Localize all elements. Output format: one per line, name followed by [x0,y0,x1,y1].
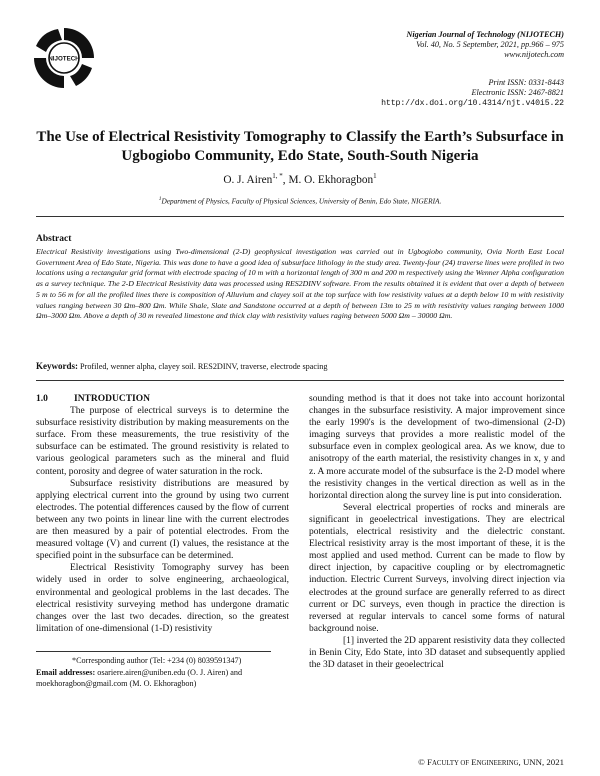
affiliation [20,196,580,205]
author-2: M. O. Ekhoragbon [288,173,374,186]
email-text: osariere.airen@uniben.edu (O. J. Airen) and moekhoragbon@gmail.com (M. O. Ekhoragbon) [36,668,243,688]
print-issn: Print ISSN: 0331-8443 [488,78,564,87]
section-title: INTRODUCTION [74,394,151,404]
right-paragraph: Several electrical properties of rocks and minerals are significant in geoelectrical investigations. They are electrical potentials, electrical resistivity and the dielectric constant. Electrical resistivity array is the most important of these, it is the most applied and used method. Current can be made to flow by direct injection, by capacitive coupling or by electromagnetic induction. Electric Current Surveys, involving direct injection via electrodes at the ground surface are generally referred to as direct current or DC surveys, even though in practice the direction is reversed at regular intervals to cancel some forms of natural background noise. [309,502,565,634]
journal-info [406,30,564,61]
left-paragraph: The purpose of electrical surveys is to determine the subsurface resistivity distribution by making measurements on the surface. From these measurements, the true resistivity of the subsurface can be estimated. The ground resistivity is related to various geological parameters such as the mineral and fluid content, porosity and degree of water saturation in the rock. [36,406,289,477]
abstract-heading: Abstract [36,234,72,244]
author-2-sup: 1 [373,172,377,180]
email-label: Email addresses: [36,668,96,677]
faculty-initial: F [427,757,432,767]
issn-info [472,78,564,98]
footnote-rule [36,651,271,652]
copyright-icon: © [418,757,425,767]
keywords-text: Profiled, wenner alpha, clayey soil. RES2DINV, traverse, electrode spacing [80,362,328,371]
divider-abstract [36,380,564,381]
journal-website[interactable]: www.nijotech.com [504,50,564,60]
logo-text: NIJOTECH [48,55,80,63]
doi-link[interactable]: http://dx.doi.org/10.4314/njt.v40i5.22 [381,99,564,108]
section-heading [36,393,289,405]
author-1: O. J. Airen [223,173,273,186]
left-paragraph: Electrical Resistivity Tomography survey has been widely used in order to solve engineering, archaeological, environmental and geological problems in the last decades. The electrical resistivity surveying method has undergone dramatic changes over the last two decades. direction, so the greatest limitation of one-dimensional (1-D) resistivity [36,563,289,634]
journal-name: Nigerian Journal of Technology (NIJOTECH) [406,30,564,39]
affiliation-text: Department of Physics, Faculty of Physical Sciences, University of Benin, Edo State, NIGERIA. [161,196,442,206]
engineering-initial: E [471,757,477,767]
author-1-sup: 1, * [272,172,283,180]
engineering-rest: NGINEERING [476,760,519,767]
corresponding-author: *Corresponding author (Tel: +234 (0) 8039591347) [72,656,242,665]
left-paragraph: Subsurface resistivity distributions are measured by applying electrical current into the ground by using two current electrodes. The potential differences caused by the flow of current between any two points in linear line with the current electrodes are then measured by a pair of potential electrodes. From the measured voltage (V) and current (I) values, the resistance at the specified point in the subsurface can be determined. [36,478,289,562]
keywords [36,361,564,371]
authors-line [20,172,580,186]
right-paragraph: [1] inverted the 2D apparent resistivity data they collected in Benin City, Edo State, into 3D dataset and subsequently applied the 3D dataset in their geoelectrical [309,635,565,671]
copyright-footer [418,757,564,767]
left-column [36,393,289,635]
section-number: 1.0 [36,394,48,404]
volume-line: Vol. 40, No. 5 September, 2021, pp.966 – 975 [416,40,564,50]
email-addresses [36,668,291,689]
abstract-body: Electrical Resistivity investigations using Two-dimensional (2-D) geophysical investigation was carried out in Ugbogiobo community, Ovia North East Local Government Area of Edo State, Nigeria. This was done to have a good idea of subsurface lithology in the study area. Twenty-four (24) traverse lines were profiled in two locations using a rectangular grid format with electrode spacing of 10 m with a horizontal length of 300 m and 200 m respectively using the Wenner Alpha configuration as a survey technique. The 2-D Electrical Resistivity data was processed using RES2DINV software. From the results obtained it is evident that over a depth of between 5 m to 56 m for all the profiled lines there is composition of Alluvium and clayey soil at the top surface with low resistivity values at a depth below 10 m with resistivity values ranging between 30 Ωm–800 Ωm. While Shale, Slate and Sandstone occurred at a depth of between 13m to 25 m with resistivity values ranging between 1000 Ωm–3000 Ωm. Above a depth of 30 m revealed limestone and thick clay with resistivity values raging between 5000 Ωm – 30000 Ωm. [36,247,564,321]
nijotech-logo [32,26,96,90]
keywords-label: Keywords: [36,361,78,371]
affiliation-sup: 1 [158,196,162,202]
right-column [309,393,565,671]
electronic-issn: Electronic ISSN: 2467-8821 [471,88,564,98]
author-separator: , [282,173,289,186]
divider-top [36,216,564,217]
faculty-rest: ACULTY OF [431,760,470,767]
right-paragraph: sounding method is that it does not take into account horizontal changes in the subsurface resistivity. A major improvement since the early 1990's is the development of two-dimensional (2-D) imaging surveys that provides a more realistic model of the subsurface even in complex geological area. As we know, due to anisotropy of the earth material, the resistivity changes in x, y and z. A more accurate model of the subsurface is the 2-D model where the resistivity changes in the vertical direction as well as in the horizontal direction along the survey line is put into consideration. [309,394,565,501]
copyright-tail: , UNN, 2021 [518,757,564,767]
paper-title: The Use of Electrical Resistivity Tomography to Classify the Earth’s Subsurface in Ugbogiobo Community, Edo State, South-South Nigeria [36,129,564,164]
